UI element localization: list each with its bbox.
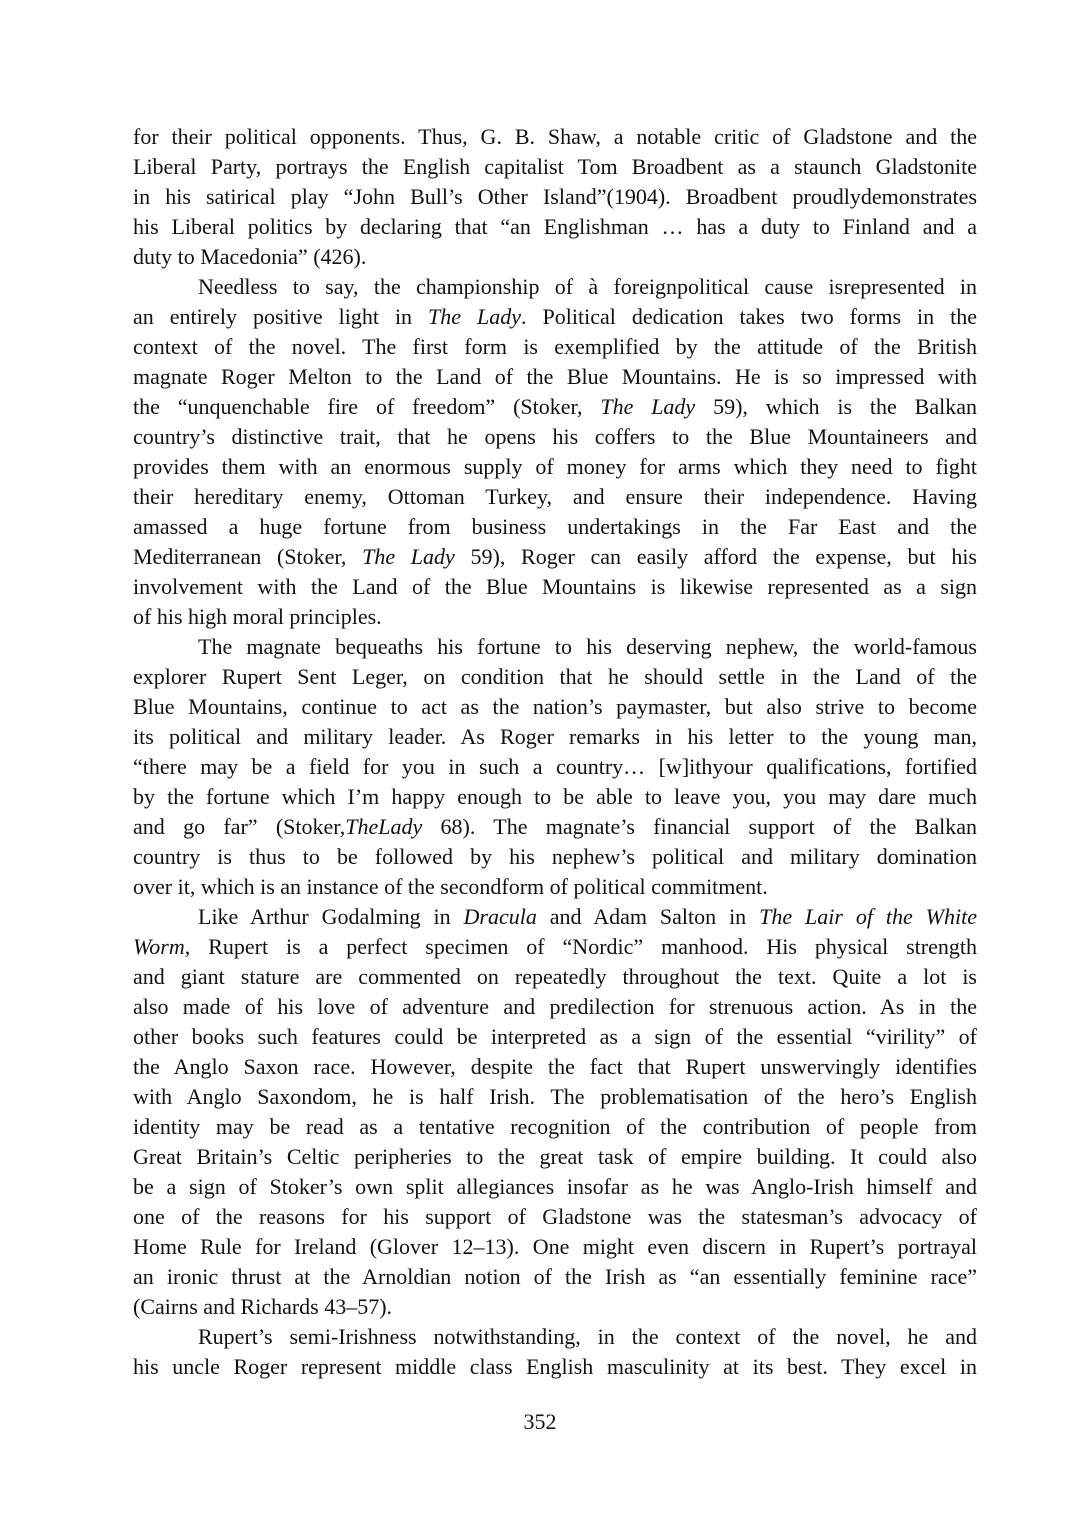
text-line [133, 332, 977, 362]
text-run: magnate Roger Melton to the Land of the Blue Mountains. He is so impressed with [133, 364, 977, 389]
text-line [133, 152, 977, 182]
text-run: his uncle Roger represent middle class English masculinity at its best. They excel in [133, 1354, 977, 1379]
text-run: explorer Rupert Sent Leger, on condition that he should settle in the Land of the [133, 664, 977, 689]
italic-title: The Lady [428, 304, 522, 329]
text-run: . Political dedication takes two forms in the [521, 304, 977, 329]
text-line [133, 752, 977, 782]
text-run: Needless to say, the championship of à foreignpolitical cause isrepresented in [198, 274, 977, 299]
text-run: and giant stature are commented on repeatedly throughout the text. Quite a lot is [133, 964, 977, 989]
text-run: 68). The magnate’s financial support of the Balkan [422, 814, 977, 839]
italic-title: Worm [133, 934, 185, 959]
text-line [133, 932, 977, 962]
italic-title: Dracula [463, 904, 537, 929]
text-line [133, 1202, 977, 1232]
text-run: an entirely positive light in [133, 304, 429, 329]
text-run: country’s distinctive trait, that he opens his coffers to the Blue Mountaineers and [133, 424, 977, 449]
text-run: with Anglo Saxondom, he is half Irish. The problematisation of the hero’s English [133, 1084, 977, 1109]
text-run: Home Rule for Ireland (Glover 12–13). One might even discern in Rupert’s portrayal [133, 1234, 977, 1259]
text-run: identity may be read as a tentative recognition of the contribution of people from [133, 1114, 977, 1139]
text-run: over it, which is an instance of the secondform of political commitment. [133, 874, 768, 899]
text-line [133, 842, 977, 872]
text-run: also made of his love of adventure and predilection for strenuous action. As in the [133, 994, 977, 1019]
text-run: Like Arthur Godalming in [198, 904, 464, 929]
text-run: provides them with an enormous supply of money for arms which they need to fight [133, 454, 977, 479]
text-run: 59), Roger can easily afford the expense, but his [454, 544, 977, 569]
text-line [133, 1352, 977, 1382]
text-run: (Cairns and Richards 43–57). [133, 1294, 393, 1319]
text-run: of his high moral principles. [133, 604, 382, 629]
text-line [133, 182, 977, 212]
text-line [133, 1052, 977, 1082]
text-line [133, 392, 977, 422]
text-line [133, 512, 977, 542]
text-line [133, 1322, 977, 1352]
italic-title: TheLady [345, 814, 423, 839]
text-line [133, 1292, 977, 1322]
text-run: amassed a huge fortune from business undertakings in the Far East and the [133, 514, 977, 539]
text-line [133, 722, 977, 752]
page-number: 352 [523, 1409, 557, 1434]
text-line [133, 572, 977, 602]
text-line [133, 1172, 977, 1202]
text-run: his Liberal politics by declaring that “an Englishman … has a duty to Finland and a [133, 214, 977, 239]
text-run: its political and military leader. As Roger remarks in his letter to the young man, [133, 724, 977, 749]
text-run: in his satirical play “John Bull’s Other Island”(1904). Broadbent proudlydemonstrates [133, 184, 977, 209]
text-run: context of the novel. The first form is exemplified by the attitude of the British [133, 334, 977, 359]
text-line [133, 542, 977, 572]
italic-title: The Lady [600, 394, 696, 419]
text-run: Liberal Party, portrays the English capitalist Tom Broadbent as a staunch Gladstonite [133, 154, 977, 179]
text-line [133, 122, 977, 152]
text-line [133, 1082, 977, 1112]
text-run: , Rupert is a perfect specimen of “Nordic” manhood. His physical strength [184, 934, 977, 959]
text-run: involvement with the Land of the Blue Mountains is likewise represented as a sign [133, 574, 977, 599]
text-run: duty to Macedonia” (426). [133, 244, 367, 269]
text-run: other books such features could be interpreted as a sign of the essential “virility” of [133, 1024, 977, 1049]
text-line [133, 1022, 977, 1052]
text-line [133, 272, 977, 302]
text-line [133, 452, 977, 482]
italic-title: The Lady [362, 544, 455, 569]
text-run: the Anglo Saxon race. However, despite the fact that Rupert unswervingly identifies [133, 1054, 977, 1079]
text-run: Mediterranean (Stoker, [133, 544, 363, 569]
text-line [133, 362, 977, 392]
text-line [133, 1112, 977, 1142]
italic-title: The Lair of the White [759, 904, 977, 929]
text-run: by the fortune which I’m happy enough to be able to leave you, you may dare much [133, 784, 977, 809]
text-line [133, 242, 977, 272]
text-run: 59), which is the Balkan [695, 394, 977, 419]
text-run: the “unquenchable fire of freedom” (Stoker, [133, 394, 601, 419]
text-line [133, 1262, 977, 1292]
text-run: be a sign of Stoker’s own split allegiances insofar as he was Anglo-Irish himself and [133, 1174, 977, 1199]
text-line [133, 902, 977, 932]
text-run: The magnate bequeaths his fortune to his deserving nephew, the world-famous [198, 634, 977, 659]
text-line [133, 992, 977, 1022]
text-line [133, 302, 977, 332]
text-run: Blue Mountains, continue to act as the nation’s paymaster, but also strive to become [133, 694, 977, 719]
text-run: Rupert’s semi-Irishness notwithstanding, in the context of the novel, he and [198, 1324, 977, 1349]
text-line [133, 482, 977, 512]
text-line [133, 692, 977, 722]
text-line [133, 602, 977, 632]
text-run: for their political opponents. Thus, G. B. Shaw, a notable critic of Gladstone and the [133, 124, 977, 149]
document-body [133, 122, 977, 1382]
text-line [133, 1232, 977, 1262]
text-run: an ironic thrust at the Arnoldian notion of the Irish as “an essentially feminine race” [133, 1264, 977, 1289]
text-line [133, 782, 977, 812]
text-line [133, 422, 977, 452]
text-line [133, 632, 977, 662]
text-run: “there may be a field for you in such a country… [w]ithyour qualifications, fortified [133, 754, 977, 779]
text-run: Great Britain’s Celtic peripheries to the great task of empire building. It could also [133, 1144, 977, 1169]
text-line [133, 1142, 977, 1172]
text-line [133, 212, 977, 242]
text-line [133, 962, 977, 992]
text-run: country is thus to be followed by his nephew’s political and military domination [133, 844, 977, 869]
text-line [133, 872, 977, 902]
text-line [133, 662, 977, 692]
text-line [133, 812, 977, 842]
text-run: their hereditary enemy, Ottoman Turkey, and ensure their independence. Having [133, 484, 977, 509]
text-run: one of the reasons for his support of Gladstone was the statesman’s advocacy of [133, 1204, 977, 1229]
text-run: and go far” (Stoker, [133, 814, 346, 839]
text-run: and Adam Salton in [536, 904, 760, 929]
